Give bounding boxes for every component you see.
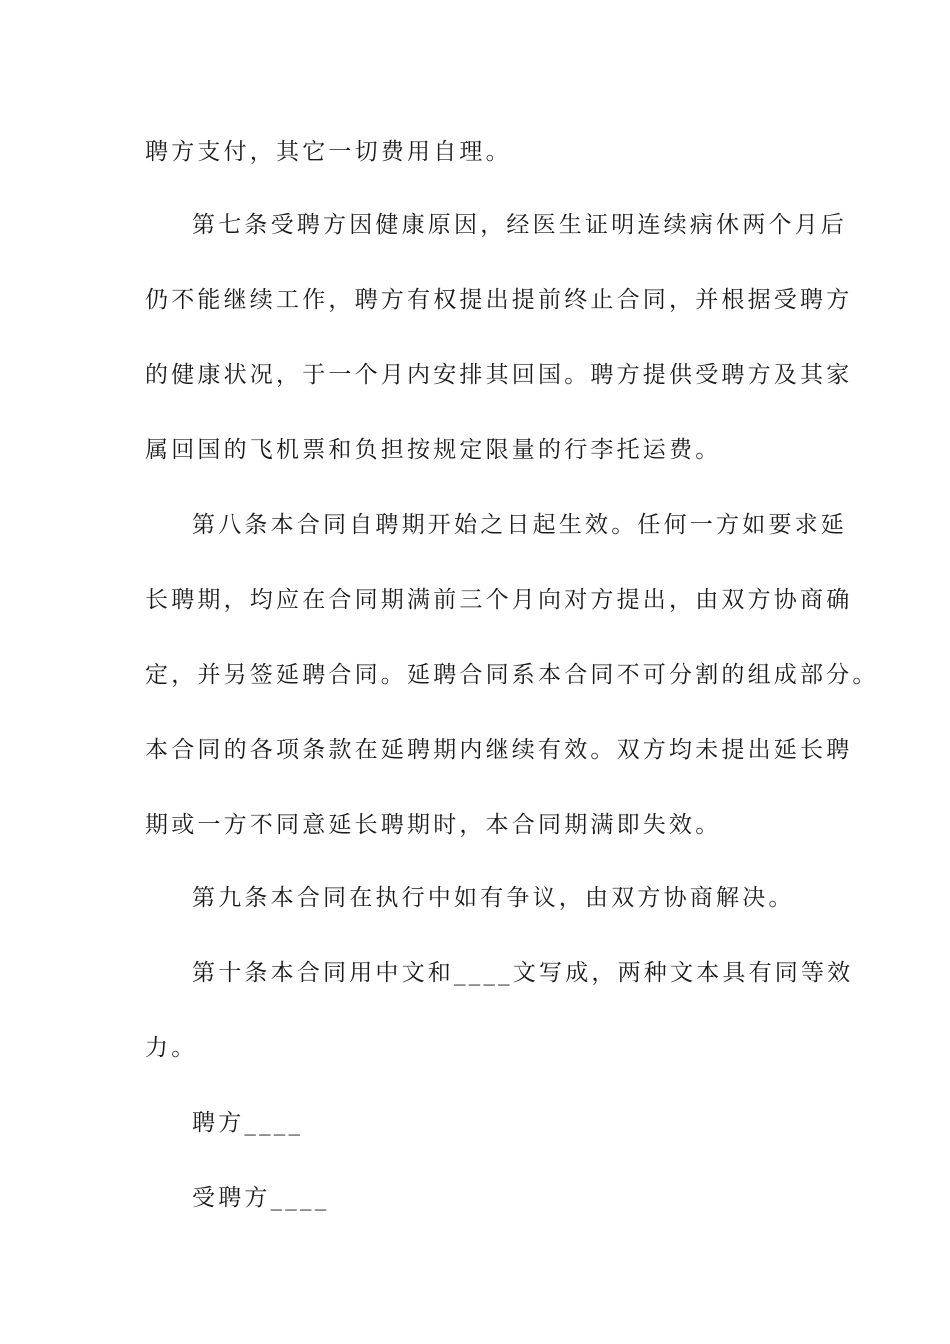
article-10-line: 第十条本合同用中文和____文写成，两种文本具有同等效	[192, 960, 854, 986]
paragraph-line: 期或一方不同意延长聘期时，本合同期满即失效。	[145, 812, 722, 838]
paragraph-line: 定，并另签延聘合同。延聘合同系本合同不可分割的组成部分。	[145, 662, 879, 688]
article-9-line: 第九条本合同在执行中如有争议，由双方协商解决。	[192, 885, 795, 911]
paragraph-line: 的健康状况，于一个月内安排其回国。聘方提供受聘方及其家	[145, 362, 853, 388]
paragraph-line: 聘方支付，其它一切费用自理。	[145, 139, 512, 165]
paragraph-line: 本合同的各项条款在延聘期内继续有效。双方均未提出延长聘	[145, 737, 853, 763]
article-8-line: 第八条本合同自聘期开始之日起生效。任何一方如要求延	[192, 512, 847, 538]
article-7-line: 第七条受聘方因健康原因，经医生证明连续病休两个月后	[192, 212, 847, 238]
paragraph-line: 仍不能继续工作，聘方有权提出提前终止合同，并根据受聘方	[145, 287, 853, 313]
employee-signature-line: 受聘方____	[192, 1185, 330, 1211]
employer-signature-line: 聘方____	[192, 1110, 304, 1136]
paragraph-line: 长聘期，均应在合同期满前三个月向对方提出，由双方协商确	[145, 587, 853, 613]
paragraph-line: 属回国的飞机票和负担按规定限量的行李托运费。	[145, 437, 722, 463]
paragraph-line: 力。	[145, 1035, 198, 1061]
